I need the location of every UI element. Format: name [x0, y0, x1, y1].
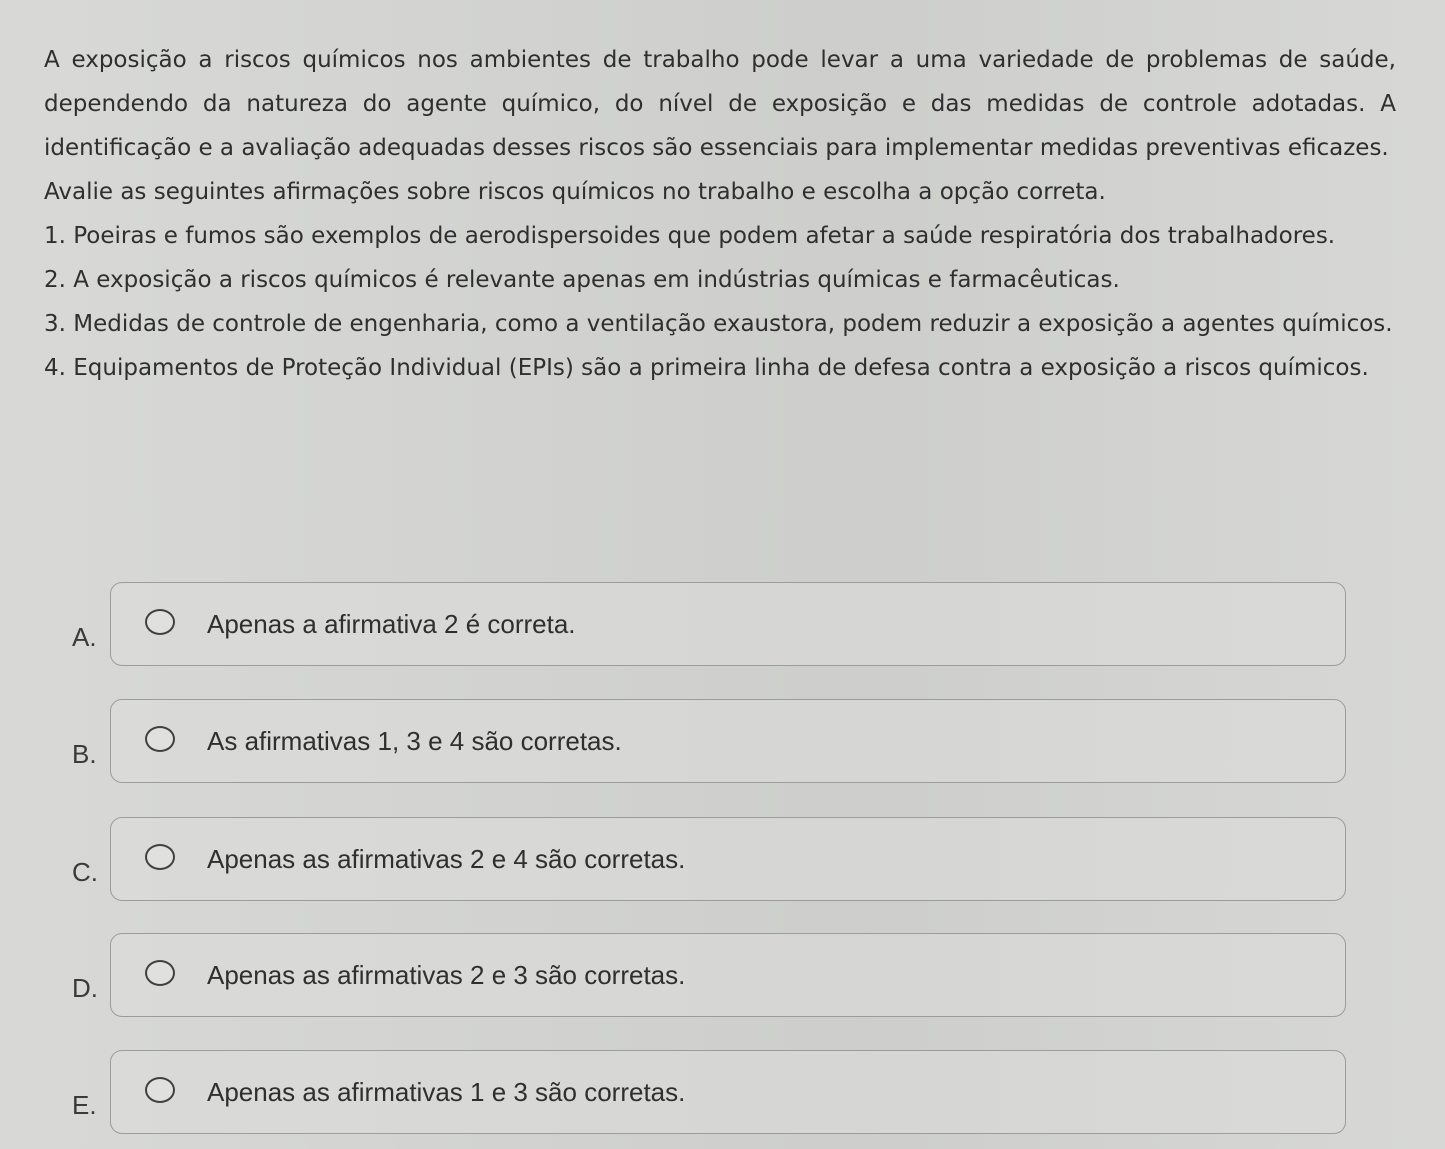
- option-b-button[interactable]: [110, 699, 1346, 783]
- statement-4: 4. Equipamentos de Proteção Individual (EPIs) são a primeira linha de defesa contra a exposição a riscos químicos.: [44, 355, 1369, 381]
- option-e-button[interactable]: [110, 1050, 1346, 1134]
- option-d: [0, 933, 1445, 1019]
- radio-icon[interactable]: [145, 609, 175, 635]
- option-e: [0, 1050, 1445, 1136]
- option-text: Apenas a afirmativa 2 é correta.: [207, 609, 576, 639]
- radio-icon[interactable]: [145, 960, 175, 986]
- option-letter: A.: [72, 622, 97, 652]
- statement-2: 2. A exposição a riscos químicos é relevante apenas em indústrias químicas e farmacêuticas.: [44, 267, 1120, 293]
- option-a: [0, 582, 1445, 668]
- question-intro: A exposição a riscos químicos nos ambientes de trabalho pode levar a uma variedade de problemas de saúde, dependendo da natureza do agente químico, do nível de exposição e das medidas de controle adotadas. A identificação e a avaliação adequadas desses riscos são essenciais para implementar medidas preventivas eficazes.: [44, 47, 1396, 161]
- option-b: [0, 699, 1445, 785]
- option-d-button[interactable]: [110, 933, 1346, 1017]
- option-letter: E.: [72, 1090, 97, 1120]
- option-a-button[interactable]: [110, 582, 1346, 666]
- option-letter: C.: [72, 857, 98, 887]
- option-text: As afirmativas 1, 3 e 4 são corretas.: [207, 726, 622, 756]
- option-text: Apenas as afirmativas 1 e 3 são corretas.: [207, 1077, 686, 1107]
- option-text: Apenas as afirmativas 2 e 4 são corretas.: [207, 844, 686, 874]
- option-c: [0, 817, 1445, 903]
- question-prompt: Avalie as seguintes afirmações sobre riscos químicos no trabalho e escolha a opção correta.: [44, 179, 1106, 205]
- radio-icon[interactable]: [145, 1077, 175, 1103]
- radio-icon[interactable]: [145, 844, 175, 870]
- option-c-button[interactable]: [110, 817, 1346, 901]
- option-letter: D.: [72, 973, 98, 1003]
- radio-icon[interactable]: [145, 726, 175, 752]
- statement-3: 3. Medidas de controle de engenharia, como a ventilação exaustora, podem reduzir a exposição a agentes químicos.: [44, 311, 1393, 337]
- option-text: Apenas as afirmativas 2 e 3 são corretas.: [207, 960, 686, 990]
- question-block: [44, 38, 1396, 390]
- statement-1: 1. Poeiras e fumos são exemplos de aerodispersoides que podem afetar a saúde respiratória dos trabalhadores.: [44, 223, 1336, 249]
- option-letter: B.: [72, 739, 97, 769]
